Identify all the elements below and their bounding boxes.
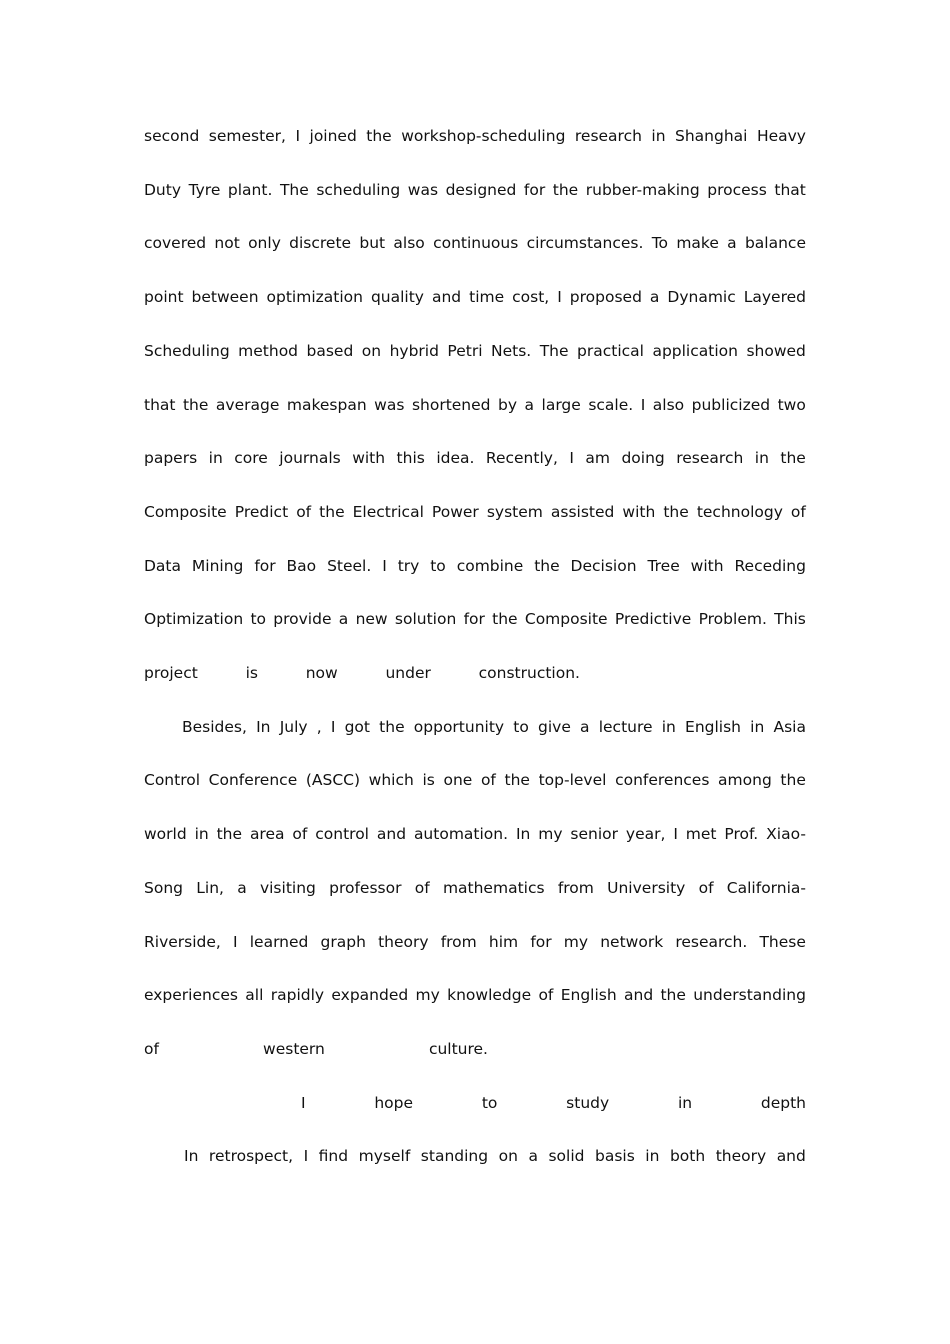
text-line: Riverside, I learned graph theory from him for my network research. These: [144, 932, 806, 951]
text-line: Duty Tyre plant. The scheduling was designed for the rubber-making process that: [144, 180, 806, 199]
text-line: second semester, I joined the workshop-scheduling research in Shanghai Heavy: [144, 127, 806, 145]
text-line: Composite Predict of the Electrical Power system assisted with the technology of: [144, 502, 806, 521]
text-line: Data Mining for Bao Steel. I try to combine the Decision Tree with Receding: [144, 556, 806, 575]
text-line: Optimization to provide a new solution for the Composite Predictive Problem. This: [144, 610, 806, 629]
text-line: world in the area of control and automation. In my senior year, I met Prof. Xiao-: [144, 825, 806, 844]
text-line: project is now under construction.: [144, 664, 580, 682]
text-line: papers in core journals with this idea. Recently, I am doing research in the: [144, 449, 806, 468]
text-line: point between optimization quality and time cost, I proposed a Dynamic Layered: [144, 288, 806, 307]
text-line: covered not only discrete but also continuous circumstances. To make a balance: [144, 234, 806, 253]
text-line: experiences all rapidly expanded my knowledge of English and the understanding: [144, 986, 806, 1005]
text-line: In retrospect, I find myself standing on a solid basis in both theory and: [184, 1147, 806, 1166]
text-line: Scheduling method based on hybrid Petri Nets. The practical application showed: [144, 341, 806, 360]
text-line: Control Conference (ASCC) which is one of the top-level conferences among the: [144, 771, 806, 790]
text-line: that the average makespan was shortened by a large scale. I also publicized two: [144, 395, 806, 414]
text-line: of western culture.: [144, 1039, 488, 1058]
text-line: Song Lin, a visiting professor of mathematics from University of California-: [144, 878, 806, 897]
text-line: Besides, In July , I got the opportunity to give a lecture in English in Asia: [182, 717, 806, 736]
text-line: I hope to study in depth: [301, 1093, 806, 1112]
